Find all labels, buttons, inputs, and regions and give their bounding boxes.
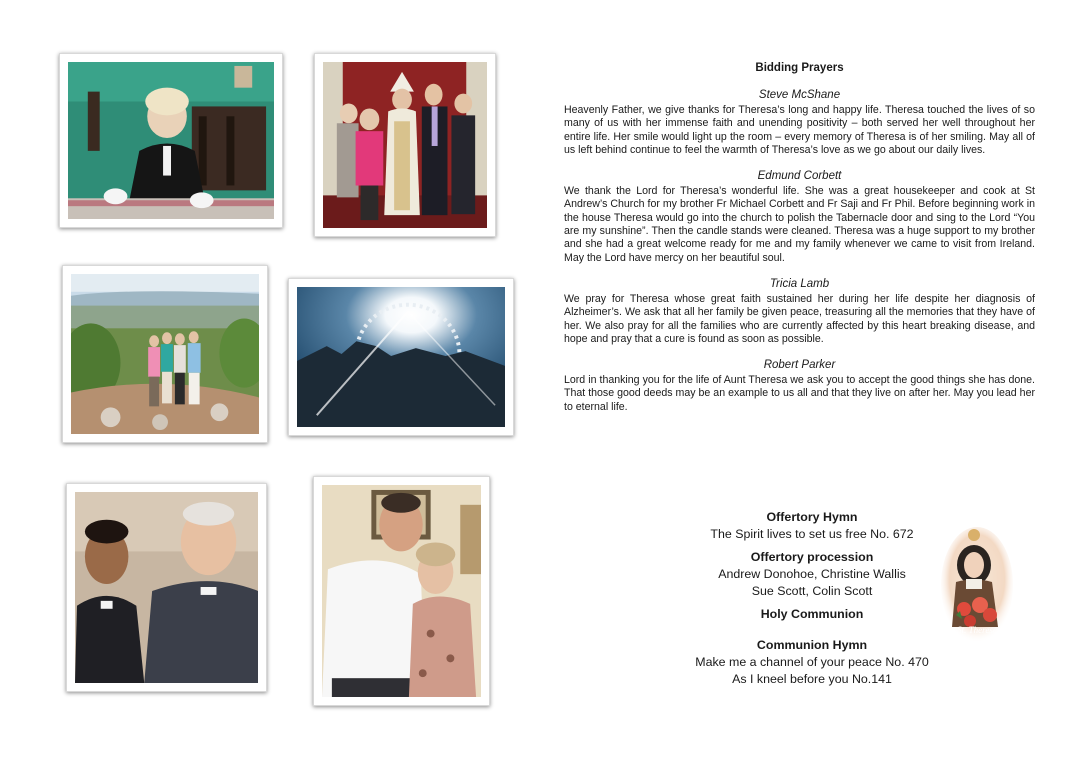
prayer-reader-1: Steve McShane xyxy=(758,89,841,102)
prayer-text-1: Heavenly Father, we give thanks for Theresa’s long and happy life. Theresa touched the lives of so many of us with her immense faith and unending positivity – both served her well throughout her entire life. Her smile would light up the room – every memory of Theresa is of her smiling. May all of us left behind continue to feel the warmth of Theresa’s love as we go about our daily lives. xyxy=(564,103,1035,157)
prayer-text-4: Lord in thanking you for the life of Aunt Theresa we ask you to accept the good things she has done. That those good deeds may be an example to us all and that they live on after her. May you lead her to eternal life. xyxy=(564,373,1035,413)
prayer-reader-3: Tricia Lamb xyxy=(769,278,830,291)
holy-communion-title: Holy Communion xyxy=(760,607,864,621)
photo-two-priests-image xyxy=(75,492,258,683)
bidding-prayers-section xyxy=(564,62,1035,427)
communion-hymn-block xyxy=(660,637,964,688)
prayer-reader-4: Robert Parker xyxy=(763,359,836,372)
photo-group-with-bishop xyxy=(314,53,496,237)
offertory-hymn-title: Offertory Hymn xyxy=(766,510,858,524)
prayer-reader-2: Edmund Corbett xyxy=(757,170,842,183)
photo-sun-halo xyxy=(288,278,514,436)
photo-sun-halo-image xyxy=(297,287,505,427)
page-title: Bidding Prayers xyxy=(755,62,844,74)
offertory-hymn-block xyxy=(660,509,964,543)
offertory-hymn-line: The Spirit lives to set us free No. 672 xyxy=(710,527,914,541)
offertory-procession-title: Offertory procession xyxy=(750,550,874,564)
holy-communion-block xyxy=(660,606,964,623)
offertory-procession-line-2: Sue Scott, Colin Scott xyxy=(751,584,873,598)
communion-hymn-line-1: Make me a channel of your peace No. 470 xyxy=(695,655,929,669)
prayer-text-3: We pray for Theresa whose great faith sustained her during her life despite her diagnosis of Alzheimer’s. We ask that all her family be given peace, treasuring all the memories that they have of her. We also pray for all the families who are currently affected by this heart breaking disease, and hope and pray that a cure is found as soon as possible. xyxy=(564,292,1035,345)
photo-group-with-bishop-image xyxy=(323,62,487,228)
offertory-procession-line-1: Andrew Donohoe, Christine Wallis xyxy=(718,567,906,581)
communion-hymn-line-2: As I kneel before you No.141 xyxy=(732,672,892,686)
offertory-procession-block xyxy=(660,549,964,600)
st-therese-card xyxy=(940,527,1014,647)
photo-hillside-group xyxy=(62,265,268,443)
communion-hymn-title: Communion Hymn xyxy=(756,638,868,652)
st-therese-image xyxy=(940,527,1014,647)
photo-hillside-group-image xyxy=(71,274,259,434)
order-of-service xyxy=(660,509,964,694)
photo-couple xyxy=(313,476,490,706)
prayer-text-2: We thank the Lord for Theresa’s wonderful life. She was a great housekeeper and cook at St Andrew’s Church for my brother Fr Michael Corbett and Fr Saji and Fr Phil. Before beginning work in the house Theresa would go into the church to polish the Tabernacle door and sing to the Lord “You are my sunshine”. Then the candle stands were cleaned. Theresa was a huge support to my brother and she had a great welcome ready for me and my family whenever we came to visit from Ireland. May the Lord have mercy on her beautiful soul. xyxy=(564,184,1035,264)
photo-couple-image xyxy=(322,485,481,697)
photo-two-priests xyxy=(66,483,267,692)
photo-theresa-at-table-image xyxy=(68,62,274,219)
photo-theresa-at-table xyxy=(59,53,283,228)
st-therese-caption: St. Therese xyxy=(957,625,997,635)
